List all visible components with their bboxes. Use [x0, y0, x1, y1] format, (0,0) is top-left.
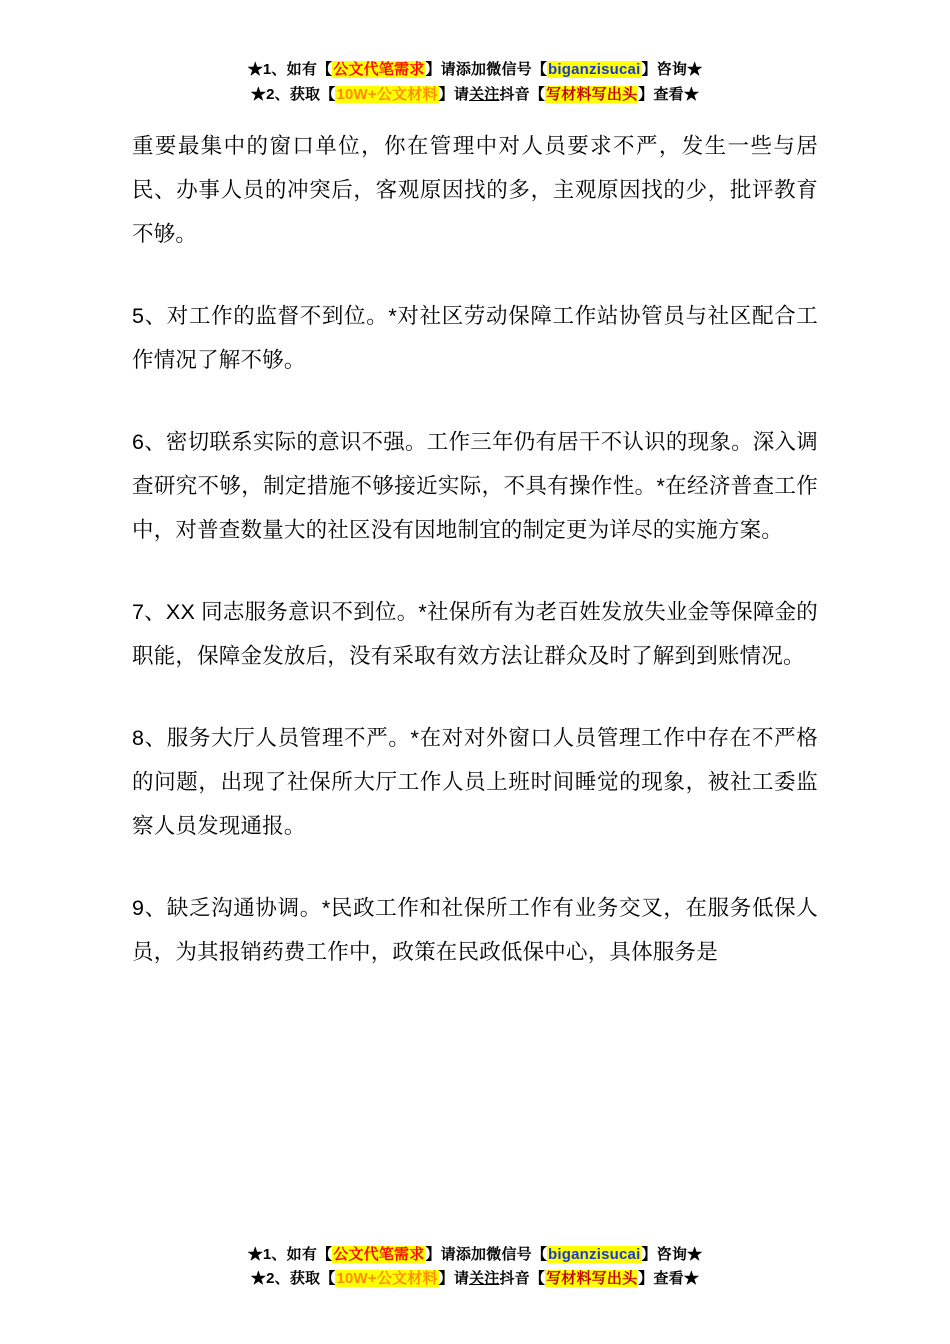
paragraph: 8、服务大厅人员管理不严。*在对对外窗口人员管理工作中存在不严格的问题，出现了社保所大厅工作人员上班时间睡觉的现象，被社工委监察人员发现通报。	[132, 726, 818, 839]
promo-highlight-materials: 10W+公文材料	[336, 1270, 438, 1288]
paragraph: 7、XX 同志服务意识不到位。*社保所有为老百姓发放失业金等保障金的职能，保障金发放后，没有采取有效方法让群众及时了解到到账情况。	[132, 600, 818, 669]
promo-highlight-wechat-id: biganzisucai	[548, 1245, 641, 1263]
promo-text-segment: 】查看	[638, 1270, 684, 1288]
promo-text-segment: 2、获取【	[266, 1270, 336, 1288]
promo-text-segment: 】咨询	[641, 61, 688, 78]
promo-banner-bottom	[0, 1243, 950, 1293]
promo-follow-text: 关注	[469, 85, 500, 103]
star-left-icon: ★	[250, 85, 267, 103]
promo-text-segment: 】请添加微信号【	[425, 61, 548, 78]
promo-banner-line-2	[132, 83, 818, 108]
star-right-icon: ★	[687, 61, 703, 78]
promo-text-segment: 】请	[438, 85, 470, 103]
promo-text-segment: 抖音【	[499, 85, 546, 103]
promo-text-segment: 】咨询	[641, 1245, 688, 1263]
promo-banner-line-1	[132, 58, 818, 83]
promo-text-segment: 】请	[438, 1270, 470, 1288]
promo-highlight-service: 公文代笔需求	[333, 61, 425, 78]
promo-highlight-service: 公文代笔需求	[333, 1245, 425, 1263]
promo-follow-text: 关注	[469, 1270, 500, 1288]
paragraph: 6、密切联系实际的意识不强。工作三年仍有居干不认识的现象。深入调查研究不够，制定措施不够接近实际，不具有操作性。*在经济普查工作中，对普查数量大的社区没有因地制宜的制定更为详尽的实施方案。	[132, 429, 818, 542]
promo-text-segment: 2、获取【	[266, 85, 336, 103]
star-left-icon: ★	[250, 1270, 267, 1288]
promo-banner-line-2	[0, 1267, 950, 1292]
paragraph: 9、缺乏沟通协调。*民政工作和社保所工作有业务交叉，在服务低保人员，为其报销药费工作中，政策在民政低保中心，具体服务是	[132, 896, 818, 965]
star-left-icon: ★	[247, 61, 263, 78]
paragraph: 5、对工作的监督不到位。*对社区劳动保障工作站协管员与社区配合工作情况了解不够。	[132, 303, 818, 372]
promo-highlight-douyin-account: 写材料写出头	[546, 85, 638, 103]
promo-highlight-wechat-id: biganzisucai	[548, 61, 641, 78]
promo-text-segment: 】请添加微信号【	[425, 1245, 548, 1263]
promo-highlight-douyin-account: 写材料写出头	[546, 1270, 638, 1288]
promo-banner-top	[132, 0, 818, 108]
star-right-icon: ★	[683, 1270, 700, 1288]
promo-text-segment: 1、如有【	[262, 61, 333, 78]
promo-banner-line-1	[0, 1243, 950, 1268]
document-content	[132, 108, 818, 975]
promo-text-segment: 抖音【	[499, 1270, 546, 1288]
promo-text-segment: 1、如有【	[262, 1245, 333, 1263]
promo-highlight-materials: 10W+公文材料	[336, 85, 438, 103]
paragraph: 重要最集中的窗口单位，你在管理中对人员要求不严，发生一些与居民、办事人员的冲突后，客观原因找的多，主观原因找的少，批评教育不够。	[132, 133, 818, 246]
star-left-icon: ★	[247, 1245, 263, 1263]
star-right-icon: ★	[687, 1245, 703, 1263]
star-right-icon: ★	[683, 85, 700, 103]
promo-text-segment: 】查看	[638, 85, 684, 103]
